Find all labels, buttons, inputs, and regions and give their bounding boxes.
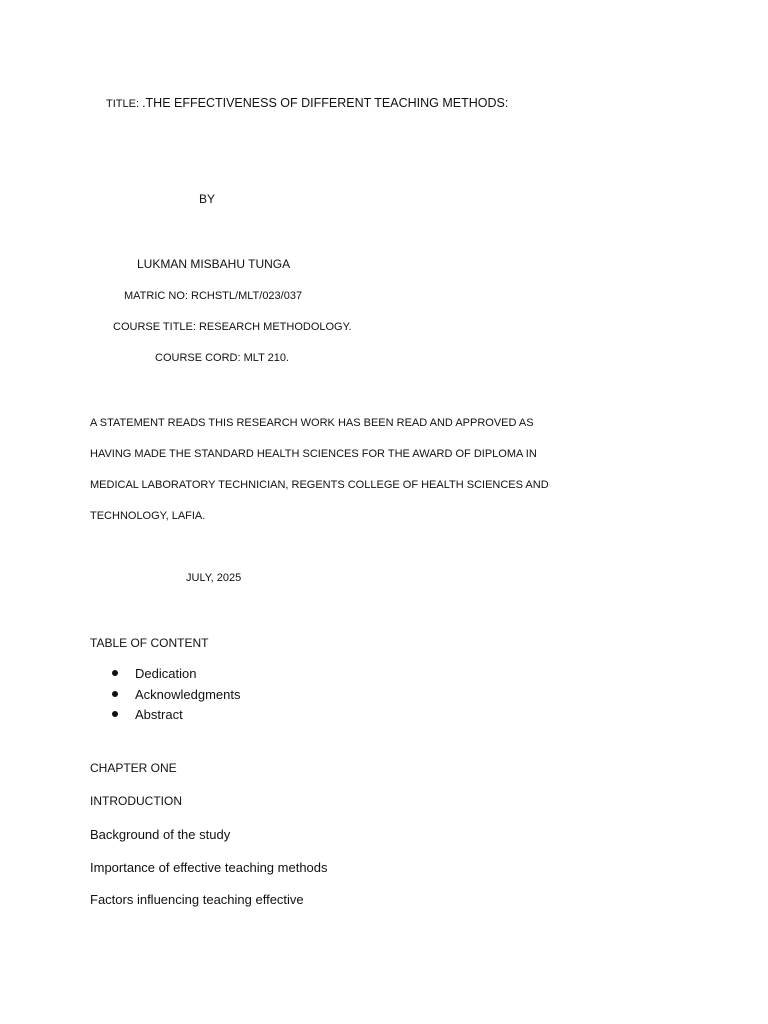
- toc-item-label: Acknowledgments: [135, 686, 241, 702]
- statement-line: MEDICAL LABORATORY TECHNICIAN, REGENTS COLLEGE OF HEALTH SCIENCES AND: [90, 479, 549, 491]
- document-date: JULY, 2025: [186, 572, 242, 584]
- course-title: COURSE TITLE: RESEARCH METHODOLOGY.: [113, 321, 352, 333]
- title-prefix: TITLE:: [106, 98, 143, 110]
- section-heading: Importance of effective teaching methods: [90, 860, 328, 875]
- toc-item-label: Abstract: [135, 707, 183, 722]
- course-code: COURSE CORD: MLT 210.: [155, 352, 290, 364]
- title-text: .THE EFFECTIVENESS OF DIFFERENT TEACHING METHODS:: [142, 96, 509, 110]
- author-name: LUKMAN MISBAHU TUNGA: [137, 257, 291, 271]
- statement-line: TECHNOLOGY, LAFIA.: [90, 510, 206, 522]
- matric-number: MATRIC NO: RCHSTL/MLT/023/037: [124, 290, 303, 302]
- section-heading: Factors influencing teaching effective: [90, 892, 304, 907]
- by-label: BY: [199, 192, 216, 206]
- section-heading: Background of the study: [90, 827, 231, 842]
- statement-line: A STATEMENT READS THIS RESEARCH WORK HAS BEEN READ AND APPROVED AS: [90, 417, 534, 429]
- toc-item-label: Dedication: [135, 666, 197, 681]
- bullet-icon: [112, 711, 118, 717]
- toc-heading: TABLE OF CONTENT: [90, 636, 209, 650]
- chapter-heading: CHAPTER ONE: [90, 761, 177, 775]
- bullet-icon: [112, 670, 118, 676]
- bullet-icon: [112, 691, 118, 697]
- statement-line: HAVING MADE THE STANDARD HEALTH SCIENCES FOR THE AWARD OF DIPLOMA IN: [90, 448, 537, 460]
- section-heading: INTRODUCTION: [90, 794, 182, 808]
- document-title: [106, 95, 508, 111]
